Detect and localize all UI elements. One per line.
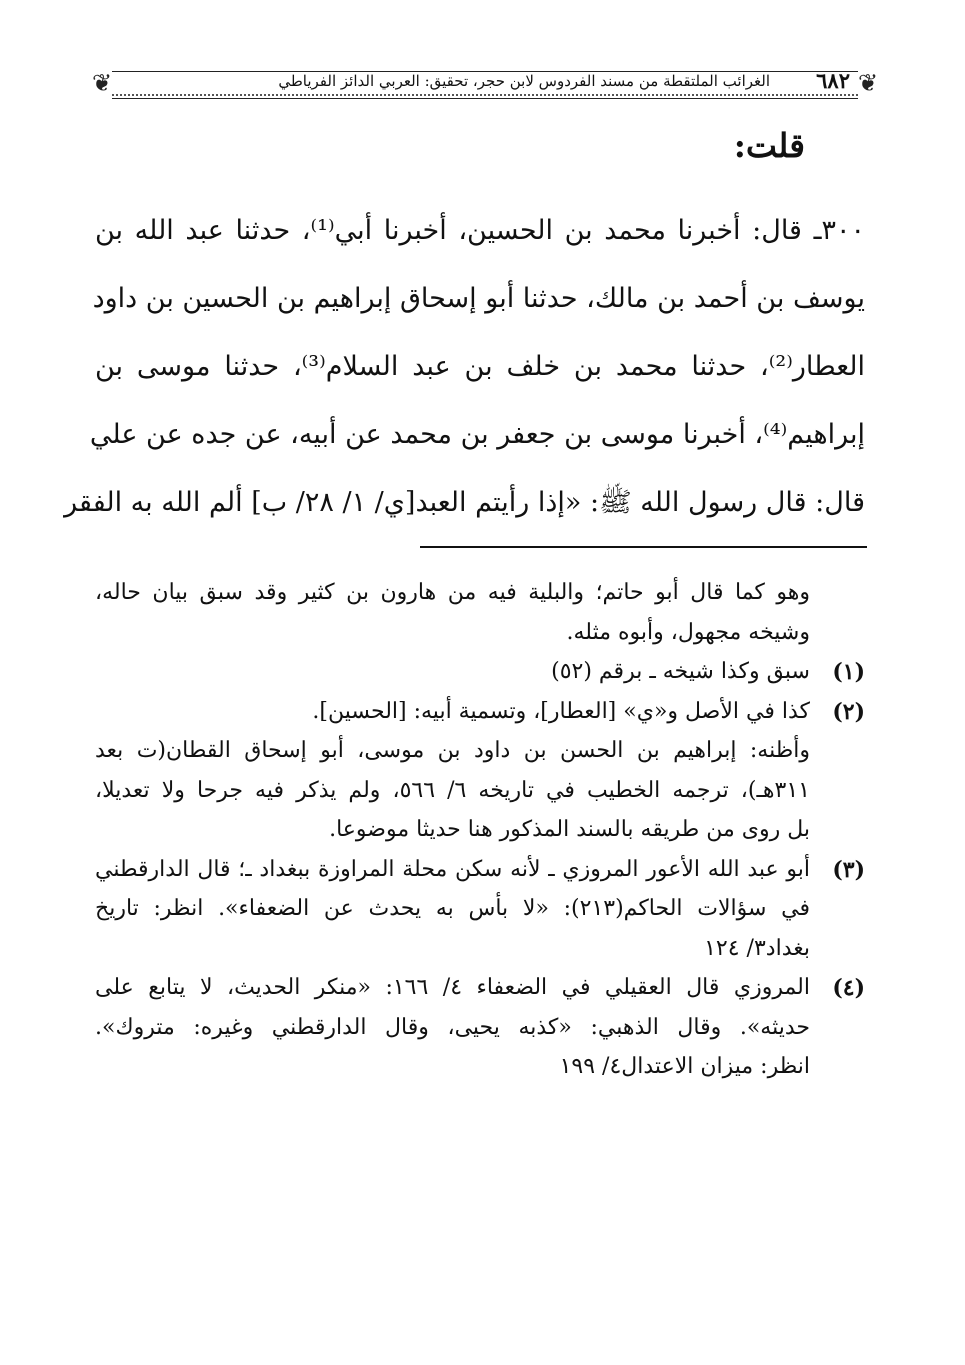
footnote-text: حديثه». وقال الذهبي: «كذبه يحيى، وقال الدارقطني وغيره: متروك». [95,1014,810,1040]
footnote-text: سبق وكذا شيخه ـ برقم (٥٢) [551,659,810,684]
footnote-text: أبو عبد الله الأعور المروزي ـ لأنه سكن محلة المراوزة ببغداد ـ؛ قال الدارقطني [95,856,810,882]
page-header [90,62,880,106]
footnote-4 [95,971,865,1011]
footnote-2 [95,695,865,735]
footnote-text: في سؤالات الحاكم(٢١٣): «لا بأس به يحدث عن الضعفاء». انظر: تاريخ [95,896,810,921]
footnote-text: ٣١١هـ)، ترجمه الخطيب في تاريخه ٦/ ٥٦٦، ولم يذكر فيه جرحا ولا تعديلا، [95,777,810,803]
section-heading: قلت: [733,126,805,165]
footnotes [95,576,865,1090]
ornament-right-icon: ❦ [857,69,879,97]
footnote-separator [420,546,867,548]
footnote-continuation-line: وهو كما قال أبو حاتم؛ والبلية فيه من هارون بن كثير وقد سبق بيان حاله، [95,580,810,605]
footnote-number: (٣) [832,856,865,883]
footnote-text: بل روى من طريقه بالسند المذكور هنا حديثا موضوعا. [329,817,810,842]
page-number: ٦٨٢ [816,68,850,93]
main-text-line: يوسف بن أحمد بن مالك، حدثنا أبو إسحاق إبراهيم بن الحسين بن داود [92,283,865,314]
footnote-text: بغداد٣/ ١٢٤ [704,935,810,961]
main-text-line: قال: قال رسول الله ﷺ: «إذا رأيتم العبد[ي/ ١/ ٢٨/ ب] ألم الله به الفقر [64,487,865,518]
main-text-line: ٣٠٠ـ قال: أخبرنا محمد بن الحسين، أخبرنا أبي⁽¹⁾، حدثنا عبد الله بن [95,215,865,246]
ornament-left-icon: ❦ [91,69,113,97]
footnote-text: المروزي قال العقيلي في الضعفاء ٤/ ١٦٦: «منكر الحديث، لا يتابع على [95,975,811,1000]
footnote-3 [95,853,865,893]
footnote-text: كذا في الأصل و«ي» [العطار]، وتسمية أبيه: [الحسين]. [312,698,810,724]
footnote-number: (٤) [832,975,865,1001]
footnote-1 [95,655,865,695]
footnote-text: انظر: ميزان الاعتدال٤/ ١٩٩ [559,1054,810,1079]
main-text-line: العطار⁽²⁾، حدثنا محمد بن خلف بن عبد السلام⁽³⁾، حدثنا موسى بن [95,351,865,382]
footnote-number: (١) [832,659,865,685]
running-title: الغرائب الملتقطة من مسند الفردوس لابن حجر، تحقيق: العربي الدائز الفرياطي [278,72,770,90]
main-text-line: إبراهيم⁽⁴⁾، أخبرنا موسى بن جعفر بن محمد عن أبيه، عن جده عن علي [89,419,865,450]
footnote-continuation-line: وشيخه مجهول، وأبوه مثله. [566,619,810,645]
main-text [64,208,865,548]
footnote-text: وأظنه: إبراهيم بن الحسن بن داود بن موسى، أبو إسحاق القطان(ت بعد [95,738,810,763]
footnote-number: (٢) [832,698,865,725]
